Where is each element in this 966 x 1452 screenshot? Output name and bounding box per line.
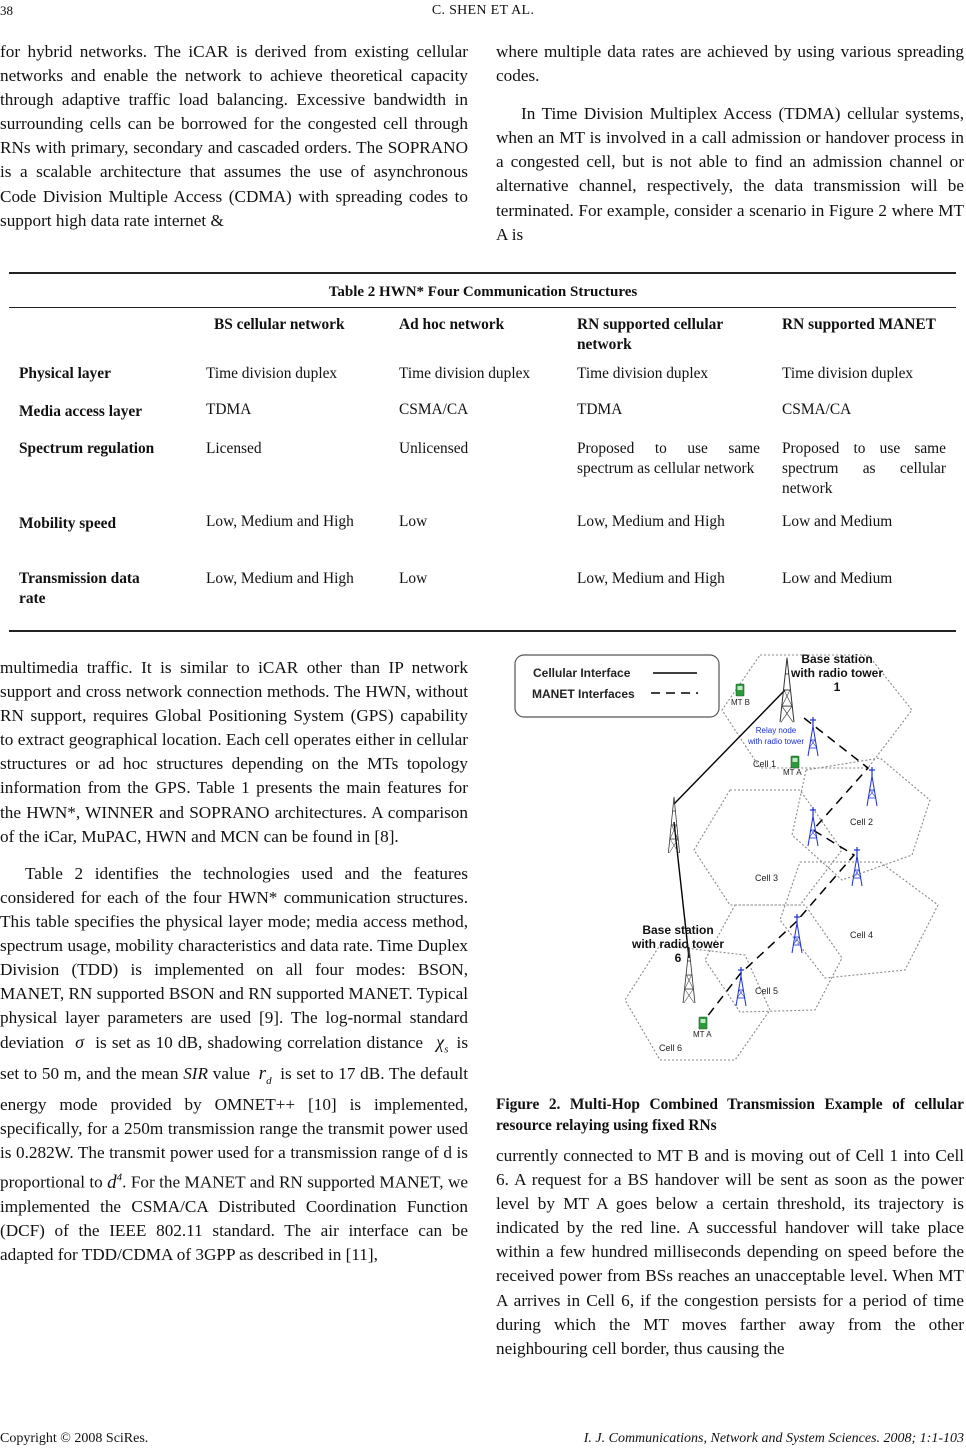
row-label: Media access layer (19, 403, 143, 420)
relay-node (867, 767, 877, 806)
mt-b-label: MT B (731, 698, 750, 707)
column-header: Ad hoc network (399, 316, 505, 333)
hwn-structures-table (9, 315, 956, 620)
table-cell: CSMA/CA (782, 401, 852, 418)
bs1-label-line1: Base station (801, 652, 873, 666)
table-bottom-rule (9, 630, 956, 632)
column-header: RN supported MANET (782, 316, 936, 333)
bs1-label-line3: 1 (833, 680, 841, 694)
table-cell: Low, Medium and High (577, 570, 725, 587)
table-cell: Low and Medium (782, 570, 893, 587)
left-column-bottom (0, 656, 468, 1267)
table-cell: Low (399, 513, 428, 530)
table-corner (9, 315, 206, 359)
bs6-label-line3: 6 (674, 951, 682, 965)
right-column-bottom (496, 1144, 964, 1361)
r-d-symbol: $r_d$ (258, 1063, 272, 1087)
legend-manet-label: MANET Interfaces (532, 687, 635, 701)
left-column-top (0, 40, 468, 233)
cell-3-label: Cell 3 (755, 873, 779, 883)
table-cell: Time division duplex (782, 365, 914, 382)
intermediate-tower (668, 797, 679, 853)
right-column-top (496, 40, 964, 247)
mt-a-label: MT A (783, 768, 802, 777)
mt-a-label: MT A (693, 1030, 712, 1039)
table-cell: Low (399, 570, 428, 587)
relay-node-label (747, 726, 804, 746)
d4-symbol: $d^4$ (107, 1171, 123, 1193)
relay-node (736, 967, 746, 1006)
paragraph: In Time Division Multiplex Access (TDMA) cellular systems, when an MT is involved in a call admission or handover process in a congested cell, but is not able to find an admission channel or alternative channel, respectively, the data transmission will be terminated. For example, consider a scenario in Figure 2 where MT A is (496, 104, 964, 244)
table-cell: Licensed (206, 440, 262, 457)
table-cell: Time division duplex (577, 365, 709, 382)
row-label: Physical layer (19, 365, 111, 382)
bs6-label-line1: Base station (642, 923, 714, 937)
cell-1-label: Cell 1 (753, 759, 777, 769)
footer-copyright: Copyright © 2008 SciRes. (0, 1431, 149, 1446)
table-cell: Unlicensed (399, 440, 469, 457)
table-row (9, 397, 956, 436)
table-cell: Low, Medium and High (577, 513, 725, 530)
bs1-label-line2: with radio tower (790, 666, 884, 680)
table-header-rule (9, 307, 956, 308)
column-header: RN supported cellular network (577, 316, 723, 353)
svg-text:Relay node: Relay node (755, 726, 797, 735)
row-label: Mobility speed (19, 515, 117, 532)
table-row (9, 509, 956, 566)
table-row (9, 436, 956, 509)
row-label: Spectrum regulation (19, 440, 155, 457)
mt-a-device (699, 1017, 707, 1029)
table-cell: Time division duplex (206, 365, 338, 382)
table-cell: Proposed to use same spectrum as cellular network (577, 440, 760, 477)
column-header: BS cellular network (214, 316, 345, 333)
cell-2-label: Cell 2 (850, 817, 874, 827)
table-cell: TDMA (577, 401, 623, 418)
paragraph: currently connected to MT B and is moving out of Cell 1 into Cell 6. A request for a BS handover will be sent as soon as the power level by MT A goes below a certain threshold, its trajectory is indicated by the red line. A successful handover will take place within a few hundred milliseconds depending on speed before the received power from BSs reaches an unacceptable level. When MT A arrives in Cell 6, if the congestion persists for a period of time during which the MT moves farther away from the other neighbouring cell border, thus causing the (496, 1146, 964, 1358)
relay-node (852, 847, 862, 886)
table-caption: Table 2 HWN* Four Communication Structures (328, 284, 638, 300)
table-cell: Low and Medium (782, 513, 893, 530)
table-cell: Low, Medium and High (206, 513, 354, 530)
paragraph: multimedia traffic. It is similar to iCAR other than IP network support and cross network connection methods. The HWN, without RN support, requires Global Positioning System (GPS) capability to extract geographical location. Each cell operates either in cellular structures or ad hoc structures depending on the MTs topology information from the GPS. Table 1 presents the main features for the HWN*, WINNER and SOPRANO architectures. A comparison of the iCar, MuPAC, HWN and MCN can be found in [8]. (0, 658, 468, 846)
mt-a-device (791, 756, 799, 768)
paragraph: Table 2 identifies the technologies used and the features considered for each of the four HWN* communication structures. This table specifies the physical layer mode; media access method, spectrum usage, mobility characteristics and data rate. Time Duplex Division (TDD) is implemented on all four modes: BSON, MANET, RN supported BSON and RN supported MANET. Typical physical layer parameters are used [9]. The log-normal standard deviation σ is set as 10 dB, shadowing correlation distance $\chi_s$ is set to 50 m, and the mean SIR value $r_d$ is set to 17 dB. The default energy mode provided by OMNET++ [10] is implemented, specifically, for a 250m transmission range the transmit power used is 0.282W. The transmit power used for a transmission range of d is proportional to $d^4$. For the MANET and RN supported MANET, we implemented the CSMA/CA Distributed Coordination Function (DCF) of the IEEE 802.11 standard. The air interface can be adapted for TDD/CDMA of 3GPP as described in [11], (0, 863, 469, 1264)
page-number: 38 (0, 3, 13, 18)
cell-5-label: Cell 5 (755, 986, 779, 996)
paragraph: for hybrid networks. The iCAR is derived from existing cellular networks and enable the network to achieve theoretical capacity through adaptive traffic load balancing. Excessive bandwidth in surrounding cells can be borrowed for the congested cell through RNs with primary, secondary and cascaded orders. The SOPRANO is a scalable architecture that assumes the use of asynchronous Code Division Multiple Access (CDMA) with spreading codes to support high data rate internet & (0, 42, 468, 230)
mt-b-device (736, 684, 744, 696)
paragraph: where multiple data rates are achieved by using various spreading codes. (496, 42, 964, 86)
relay-node (808, 807, 818, 846)
table-row (9, 566, 956, 620)
svg-text:with radio tower: with radio tower (747, 737, 805, 746)
footer-journal: I. J. Communications, Network and System Sciences. 2008; 1:1-103 (583, 1431, 964, 1446)
figure-caption: Figure 2. Multi-Hop Combined Transmission Example of cellular resource relaying using fixed RNs (496, 1096, 964, 1134)
table-row (9, 359, 956, 397)
chi-symbol: $\chi_s$ (436, 1032, 449, 1056)
table-cell: CSMA/CA (399, 401, 469, 418)
cell-4-label: Cell 4 (850, 930, 874, 940)
table-header-row (9, 315, 956, 359)
cell-6-label: Cell 6 (659, 1043, 683, 1053)
running-head: C. SHEN ET AL. (431, 3, 535, 18)
table-cell: Proposed to use same spectrum as cellular network (782, 440, 946, 497)
bs6-label-line2: with radio tower (631, 937, 725, 951)
table-cell: Low, Medium and High (206, 570, 354, 587)
cell-labels (659, 759, 873, 1053)
sir-symbol: SIR (183, 1064, 209, 1084)
legend-cellular-label: Cellular Interface (533, 666, 631, 680)
table-top-rule (9, 272, 956, 274)
figure-legend (515, 655, 719, 717)
table-cell: TDMA (206, 401, 252, 418)
table-cell: Time division duplex (399, 365, 531, 382)
multi-hop-figure (496, 648, 966, 1078)
row-label: Transmission data rate (19, 570, 140, 607)
sigma-symbol: σ (75, 1032, 85, 1053)
